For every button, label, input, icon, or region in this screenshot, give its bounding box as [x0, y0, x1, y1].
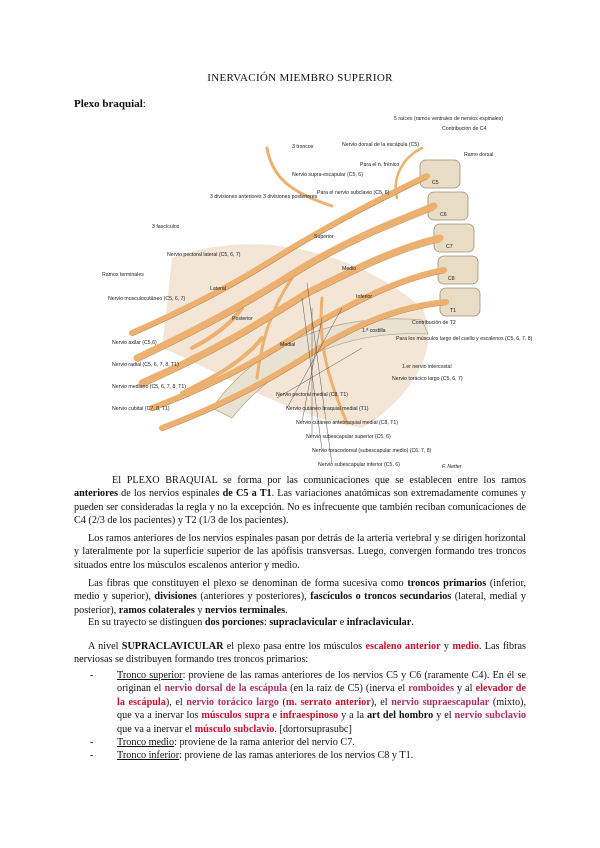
- label-contribucion-c4: Contribución de C4: [442, 126, 487, 132]
- ts-nervio-subclavio: nervio subclavio: [454, 710, 526, 722]
- label-frenico: Para el n. frénico: [360, 162, 400, 168]
- label-musculocutaneo: Nervio musculocutáneo (C5, 6, 7): [108, 296, 186, 302]
- p1-bold-c5-t1: de C5 a T1: [222, 488, 272, 500]
- label-c8: C8: [448, 276, 455, 282]
- p4-text-c: :: [263, 617, 270, 628]
- label-ramos-terminales: Ramos terminales: [102, 272, 144, 278]
- label-dorsal-escapula: Nervio dorsal de la escápula (C5): [342, 142, 419, 148]
- label-subescapular-superior: Nervio subescapular superior (C5, 6): [306, 434, 391, 440]
- list-dash: -: [90, 737, 94, 749]
- p3-text-k: .: [285, 604, 288, 616]
- label-cutaneo-braquial: Nervio cutáneo braquial medial (T1): [286, 406, 369, 412]
- paragraph-fibras: [74, 577, 526, 617]
- p3-text-c: (inferior, medio y superior),: [74, 578, 526, 603]
- label-subclavio: Para el nervio subclavio (C5, 6): [317, 190, 390, 196]
- label-medial: Medial: [280, 342, 296, 348]
- ts-nervio-dorsal-escapula: nervio dorsal de la escápula: [164, 683, 288, 695]
- p3-bold-fasciculos: fascículos o troncos secundarios: [310, 591, 452, 603]
- ts-musculo-subclavio: músculo subclavio: [194, 723, 275, 735]
- ts-text-23: . [dortorsuprasubc]: [274, 723, 352, 735]
- label-cubital: Nervio cubital (C7, 8, T1): [112, 406, 170, 412]
- label-ramo-dorsal: Ramo dorsal: [464, 152, 494, 158]
- troncos-list: [74, 669, 526, 763]
- ts-text-3: (en la raíz de C5) (inerva el: [287, 683, 409, 695]
- ts-text-13: (mixto), que va a inervar los: [117, 696, 526, 722]
- ts-nervio-supraescapular: nervio supraescapular: [391, 696, 490, 708]
- label-supraescapular: Nervio supra-escapular (C5, 6): [292, 172, 363, 178]
- paragraph-intro: [74, 474, 526, 528]
- ts-text-1: : proviene de las ramas anteriores de los nervios C5 y C6 (raramente C4). En él se originan el: [117, 670, 526, 695]
- p3-text-a: Las fibras que constituyen el plexo se denominan de forma sucesiva como: [88, 578, 408, 589]
- p4-bold-infraclavicular: infraclavicular: [346, 617, 412, 628]
- paragraph-supraclavicular: [74, 640, 526, 667]
- p5-red-medio: medio: [452, 641, 479, 652]
- list-dash: -: [90, 750, 94, 762]
- label-c7: C7: [446, 244, 453, 250]
- label-inferior: Inferior: [356, 294, 373, 300]
- p3-bold-ramos-colaterales: ramos colaterales: [118, 604, 195, 616]
- label-axilar: Nervio axilar (C5,6): [112, 340, 157, 346]
- label-mediano: Nervio mediano (C5, 6, 7, 8, T1): [112, 384, 187, 390]
- paragraph-ramos-anteriores: Los ramos anteriores de los nervios espinales pasan por detrás de la arteria vertebral y se dirigen horizontal y lateralmente por la superficie superior de las apófisis transversas. Luego, convergen formando tres troncos situados entre los músculos escalenos anterior y medio.: [74, 533, 526, 571]
- p3-bold-divisiones: divisiones: [154, 591, 197, 603]
- ts-text-9: (: [278, 696, 286, 708]
- label-divisiones: 3 divisiones anteriores 3 divisiones posteriores: [210, 194, 318, 200]
- label-toracodorsal: Nervio toracodorsal (subescapular medio) (C6, 7, 8): [312, 448, 432, 454]
- label-troncos: 3 troncos: [292, 144, 314, 150]
- label-fasciculos: 3 fascículos: [152, 224, 180, 230]
- term-tronco-inferior: Tronco inferior: [117, 750, 180, 762]
- list-item-tronco-medio: [74, 736, 526, 749]
- ti-text: : proviene de las ramas anteriores de los nervios C8 y T1.: [179, 750, 414, 762]
- p1-text-a: El PLEXO BRAQUIAL se forma por las comunicaciones que se establecen entre los ramos: [112, 475, 526, 486]
- label-intercostal: 1.er nervio intercostal: [402, 364, 452, 370]
- p3-bold-troncos-primarios: troncos primarios: [407, 578, 487, 589]
- brachial-plexus-figure: [92, 108, 533, 476]
- label-raices: 5 raíces (ramos ventrales de nervios espinales): [394, 116, 503, 122]
- p1-bold-anteriores: anteriores: [74, 488, 118, 500]
- ts-romboides: romboides: [408, 683, 454, 695]
- p3-bold-nervios-terminales: nervios terminales: [204, 604, 286, 616]
- ts-text-11: ), el: [370, 696, 392, 708]
- label-musculos-largos: Para los músculos largo del cuello y escalenos (C5, 6, 7, 8): [396, 336, 533, 342]
- label-lateral: Lateral: [210, 286, 226, 292]
- paragraph-porciones: [74, 616, 526, 629]
- p4-text-g: .: [411, 617, 414, 628]
- p5-red-escaleno-anterior: escaleno anterior: [365, 641, 441, 652]
- p1-text-c: de los nervios espinales: [117, 488, 223, 500]
- label-c6: C6: [440, 212, 447, 218]
- list-dash: -: [90, 670, 94, 681]
- label-radial: Nervio radial (C5, 6, 7, 8, T1): [112, 362, 179, 368]
- ts-elevador-escapula: elevador de la escápula: [117, 683, 526, 708]
- p5-text-a: A nivel: [88, 641, 122, 652]
- ts-text-21: que va a inervar el: [117, 723, 195, 735]
- term-tronco-medio: Tronco medio: [117, 737, 175, 749]
- page-title: INERVACIÓN MIEMBRO SUPERIOR: [207, 72, 393, 84]
- list-item-tronco-inferior: [74, 749, 526, 762]
- p5-text-g: . Las fibras nerviosas se distribuyen formando tres troncos primarios:: [74, 641, 527, 666]
- tm-text: : proviene de la rama anterior del nervio C7.: [174, 737, 355, 749]
- brachial-plexus-illustration: [92, 108, 533, 476]
- label-pectoral-medial: Nervio pectoral medial (C8, T1): [276, 392, 348, 398]
- ts-text-7: ), el: [165, 696, 187, 708]
- p1-text-e: . Las variaciones anatómicas son extremadamente comunes y pueden ser consideradas la regla y no la excepción. No es infrecuente que también reciban comunicaciones de C4 (2/3 de los pacientes) y T2 (1/3 de los pacientes).: [74, 488, 527, 527]
- label-posterior: Posterior: [232, 316, 253, 322]
- label-t1: T1: [450, 308, 457, 314]
- ts-text-15: e: [269, 710, 280, 722]
- label-contribucion-t2: Contribución de T2: [412, 320, 456, 326]
- p4-text-e: e: [337, 617, 347, 628]
- section-heading-colon: :: [142, 98, 146, 110]
- p4-text-a: En su trayecto se distinguen: [88, 617, 205, 628]
- netter-signature: F. Netter: [442, 464, 462, 470]
- label-superior: Superior: [314, 234, 334, 240]
- label-subescapular-inferior: Nervio subescapular inferior (C5, 6): [318, 462, 400, 468]
- ts-musculos-supra: músculos supra: [201, 710, 270, 722]
- p5-text-e: y: [440, 641, 453, 652]
- section-heading-text: Plexo braquial: [74, 98, 143, 110]
- ts-text-17: y a la: [338, 710, 367, 722]
- p5-text-c: el plexo pasa entre los músculos: [223, 641, 366, 652]
- list-item-tronco-superior: [74, 669, 526, 736]
- p4-bold-dos-porciones: dos porciones: [204, 617, 264, 628]
- label-pectoral-lateral: Nervio pectoral lateral (C5, 6, 7): [167, 252, 241, 258]
- term-tronco-superior: Tronco superior: [117, 670, 183, 681]
- p3-text-g: (lateral, medial y posterior),: [74, 591, 526, 616]
- p5-bold-supraclavicular: SUPRACLAVICULAR: [121, 641, 224, 652]
- label-c5: C5: [432, 180, 439, 186]
- ts-nervio-toracico-largo: nervio torácico largo: [186, 696, 279, 708]
- ts-infraespinoso: infraespinoso: [279, 710, 339, 722]
- label-costilla: 1.ª costilla: [362, 328, 386, 334]
- p4-bold-supraclavicular: supraclavicular: [269, 617, 338, 628]
- label-toracico-largo: Nervio torácico largo (C5, 6, 7): [392, 376, 463, 382]
- p3-text-e: (anteriores y posteriores),: [196, 591, 311, 603]
- label-cutaneo-antebraquial: Nervio cutáneo antebraquial medial (C8, T1): [296, 420, 398, 426]
- ts-text-5: y al: [453, 683, 476, 695]
- ts-serrato-anterior: m. serrato anterior: [285, 696, 371, 708]
- ts-art-hombro: art del hombro: [366, 710, 434, 722]
- label-medio: Medio: [342, 266, 357, 272]
- ts-text-19: y el: [433, 710, 455, 722]
- p3-text-i: y: [194, 604, 205, 616]
